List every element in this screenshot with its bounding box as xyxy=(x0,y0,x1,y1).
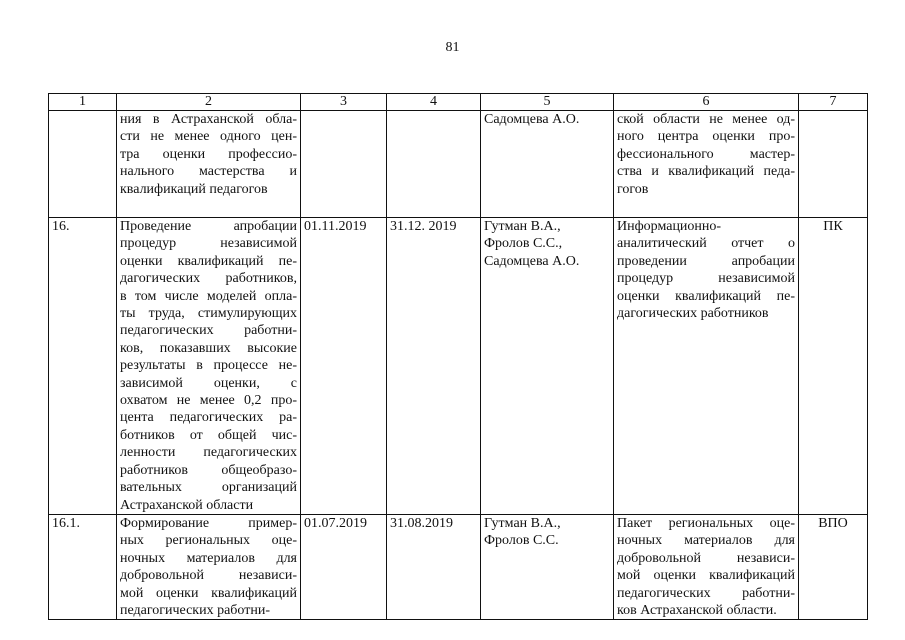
column-header: 2 xyxy=(117,94,301,111)
text-line: Гутман В.А., xyxy=(484,219,561,234)
text-line: Гутман В.А., xyxy=(484,515,561,531)
text-line: гогов xyxy=(617,181,649,197)
text-line: ков Астраханской области. xyxy=(617,602,777,618)
page-number: 81 xyxy=(445,40,460,55)
text-line: охватом не менее 0,2 про- xyxy=(120,393,297,409)
text-line: педагогических работни- xyxy=(617,585,795,601)
text-line: Пакет региональных оце- xyxy=(617,515,795,531)
end-date xyxy=(387,111,481,218)
text-line: ных региональных оце- xyxy=(120,533,297,549)
text-line: проведении апробации xyxy=(617,253,795,269)
text-line: Садомцева А.О. xyxy=(484,253,580,269)
row-number: 16.1. xyxy=(49,514,117,619)
type-cell xyxy=(799,111,868,218)
text-line: Фролов С.С. xyxy=(484,533,559,549)
activity-cell xyxy=(117,111,301,218)
text-line: оценки квалификаций пе- xyxy=(617,288,795,304)
text-line: ков, показавших высокие xyxy=(120,340,297,356)
text-line: ботников от общей чис- xyxy=(120,427,297,443)
start-date: 01.11.2019 xyxy=(301,218,387,515)
text-line: процедур независимой xyxy=(120,236,297,252)
start-date xyxy=(301,111,387,218)
column-header: 6 xyxy=(614,94,799,111)
executors-cell xyxy=(481,218,614,515)
result-cell xyxy=(614,218,799,515)
text-line: Информационно- xyxy=(617,219,722,234)
row-number xyxy=(49,111,117,218)
text-line: ства и квалификаций педа- xyxy=(617,164,795,180)
text-line: ного центра оценки про- xyxy=(617,129,795,145)
text-line: мой оценки квалификаций xyxy=(617,568,795,584)
text-line: процедур независимой xyxy=(617,271,795,287)
text-line: сти не менее одного цен- xyxy=(120,129,297,145)
text-line: ты труда, стимулирующих xyxy=(120,306,297,322)
end-date: 31.08.2019 xyxy=(387,514,481,619)
text-line: дагогических работников xyxy=(617,306,769,322)
column-header: 7 xyxy=(799,94,868,111)
text-line: Фролов С.С., xyxy=(484,236,563,252)
text-line: Садомцева А.О. xyxy=(484,112,580,127)
result-cell xyxy=(614,514,799,619)
end-date: 31.12. 2019 xyxy=(387,218,481,515)
type-cell: ПК xyxy=(799,218,868,515)
text-line: ской области не менее од- xyxy=(617,112,795,127)
text-line: квалификаций педагогов xyxy=(120,181,268,197)
text-line: добровольной независи- xyxy=(617,550,795,566)
plan-table xyxy=(48,93,868,620)
text-line: в том числе моделей опла- xyxy=(120,288,297,304)
text-line: ленности педагогических xyxy=(120,445,297,461)
activity-cell xyxy=(117,218,301,515)
column-header: 5 xyxy=(481,94,614,111)
table-row xyxy=(49,514,868,619)
text-line: результаты в процессе не- xyxy=(120,358,297,374)
column-header: 1 xyxy=(49,94,117,111)
text-line: тра оценки профессио- xyxy=(120,146,297,162)
text-line: Формирование пример- xyxy=(120,515,297,531)
text-line: нального мастерства и xyxy=(120,164,297,180)
text-line: зависимой оценки, с xyxy=(120,375,297,391)
text-line: Проведение апробации xyxy=(120,219,297,234)
text-line: добровольной независи- xyxy=(120,568,297,584)
text-line: Астраханской области xyxy=(120,497,254,513)
text-line: дагогических работников, xyxy=(120,271,297,287)
text-line: ночных материалов для xyxy=(617,533,795,549)
executors-cell xyxy=(481,514,614,619)
result-cell xyxy=(614,111,799,218)
text-line: мой оценки квалификаций xyxy=(120,585,297,601)
text-line: вательных организаций xyxy=(120,480,297,496)
table-row xyxy=(49,111,868,218)
start-date: 01.07.2019 xyxy=(301,514,387,619)
text-line: педагогических работни- xyxy=(120,323,297,339)
text-line: ночных материалов для xyxy=(120,550,297,566)
text-line: фессионального мастер- xyxy=(617,146,795,162)
text-line: аналитический отчет о xyxy=(617,236,795,252)
type-cell: ВПО xyxy=(799,514,868,619)
column-header: 4 xyxy=(387,94,481,111)
table-row xyxy=(49,218,868,515)
text-line: оценки квалификаций пе- xyxy=(120,253,297,269)
text-line: работников общеобразо- xyxy=(120,462,297,478)
column-header: 3 xyxy=(301,94,387,111)
row-number: 16. xyxy=(49,218,117,515)
header-row xyxy=(49,94,868,111)
text-line: цента педагогических ра- xyxy=(120,410,297,426)
executors-cell xyxy=(481,111,614,218)
text-line: педагогических работни- xyxy=(120,602,271,618)
text-line: ния в Астраханской обла- xyxy=(120,112,297,127)
activity-cell xyxy=(117,514,301,619)
